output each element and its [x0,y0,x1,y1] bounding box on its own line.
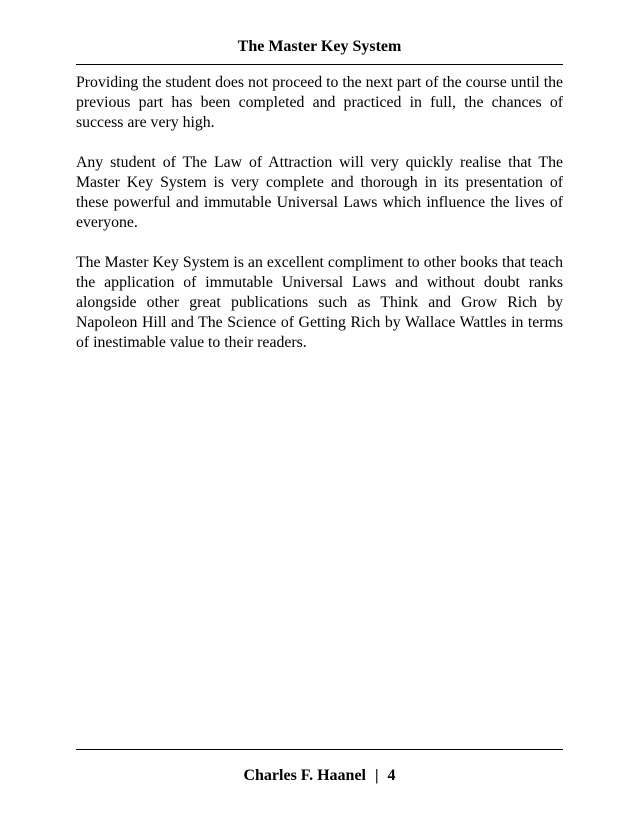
footer-author: Charles F. Haanel [243,767,366,784]
page-number: 4 [387,767,396,784]
footer-separator: | [375,767,379,784]
footer-divider [76,749,563,750]
running-header-title: The Master Key System [237,38,402,55]
header-divider [76,64,563,65]
body-text [76,73,563,373]
paragraph-3: The Master Key System is an excellent compliment to other books that teach the application of immutable Universal Laws and without doubt ranks alongside other great publications such as Think and Grow Rich by Napoleon Hill and The Science of Getting Rich by Wallace Wattles in terms of inestimable value to their readers. [76,254,563,351]
paragraph-2: Any student of The Law of Attraction will very quickly realise that The Master Key System is very complete and thorough in its presentation of these powerful and immutable Universal Laws which influence the lives of everyone. [76,154,563,231]
page-footer [76,766,563,786]
paragraph-1: Providing the student does not proceed to the next part of the course until the previous part has been completed and practiced in full, the chances of success are very high. [76,74,563,131]
